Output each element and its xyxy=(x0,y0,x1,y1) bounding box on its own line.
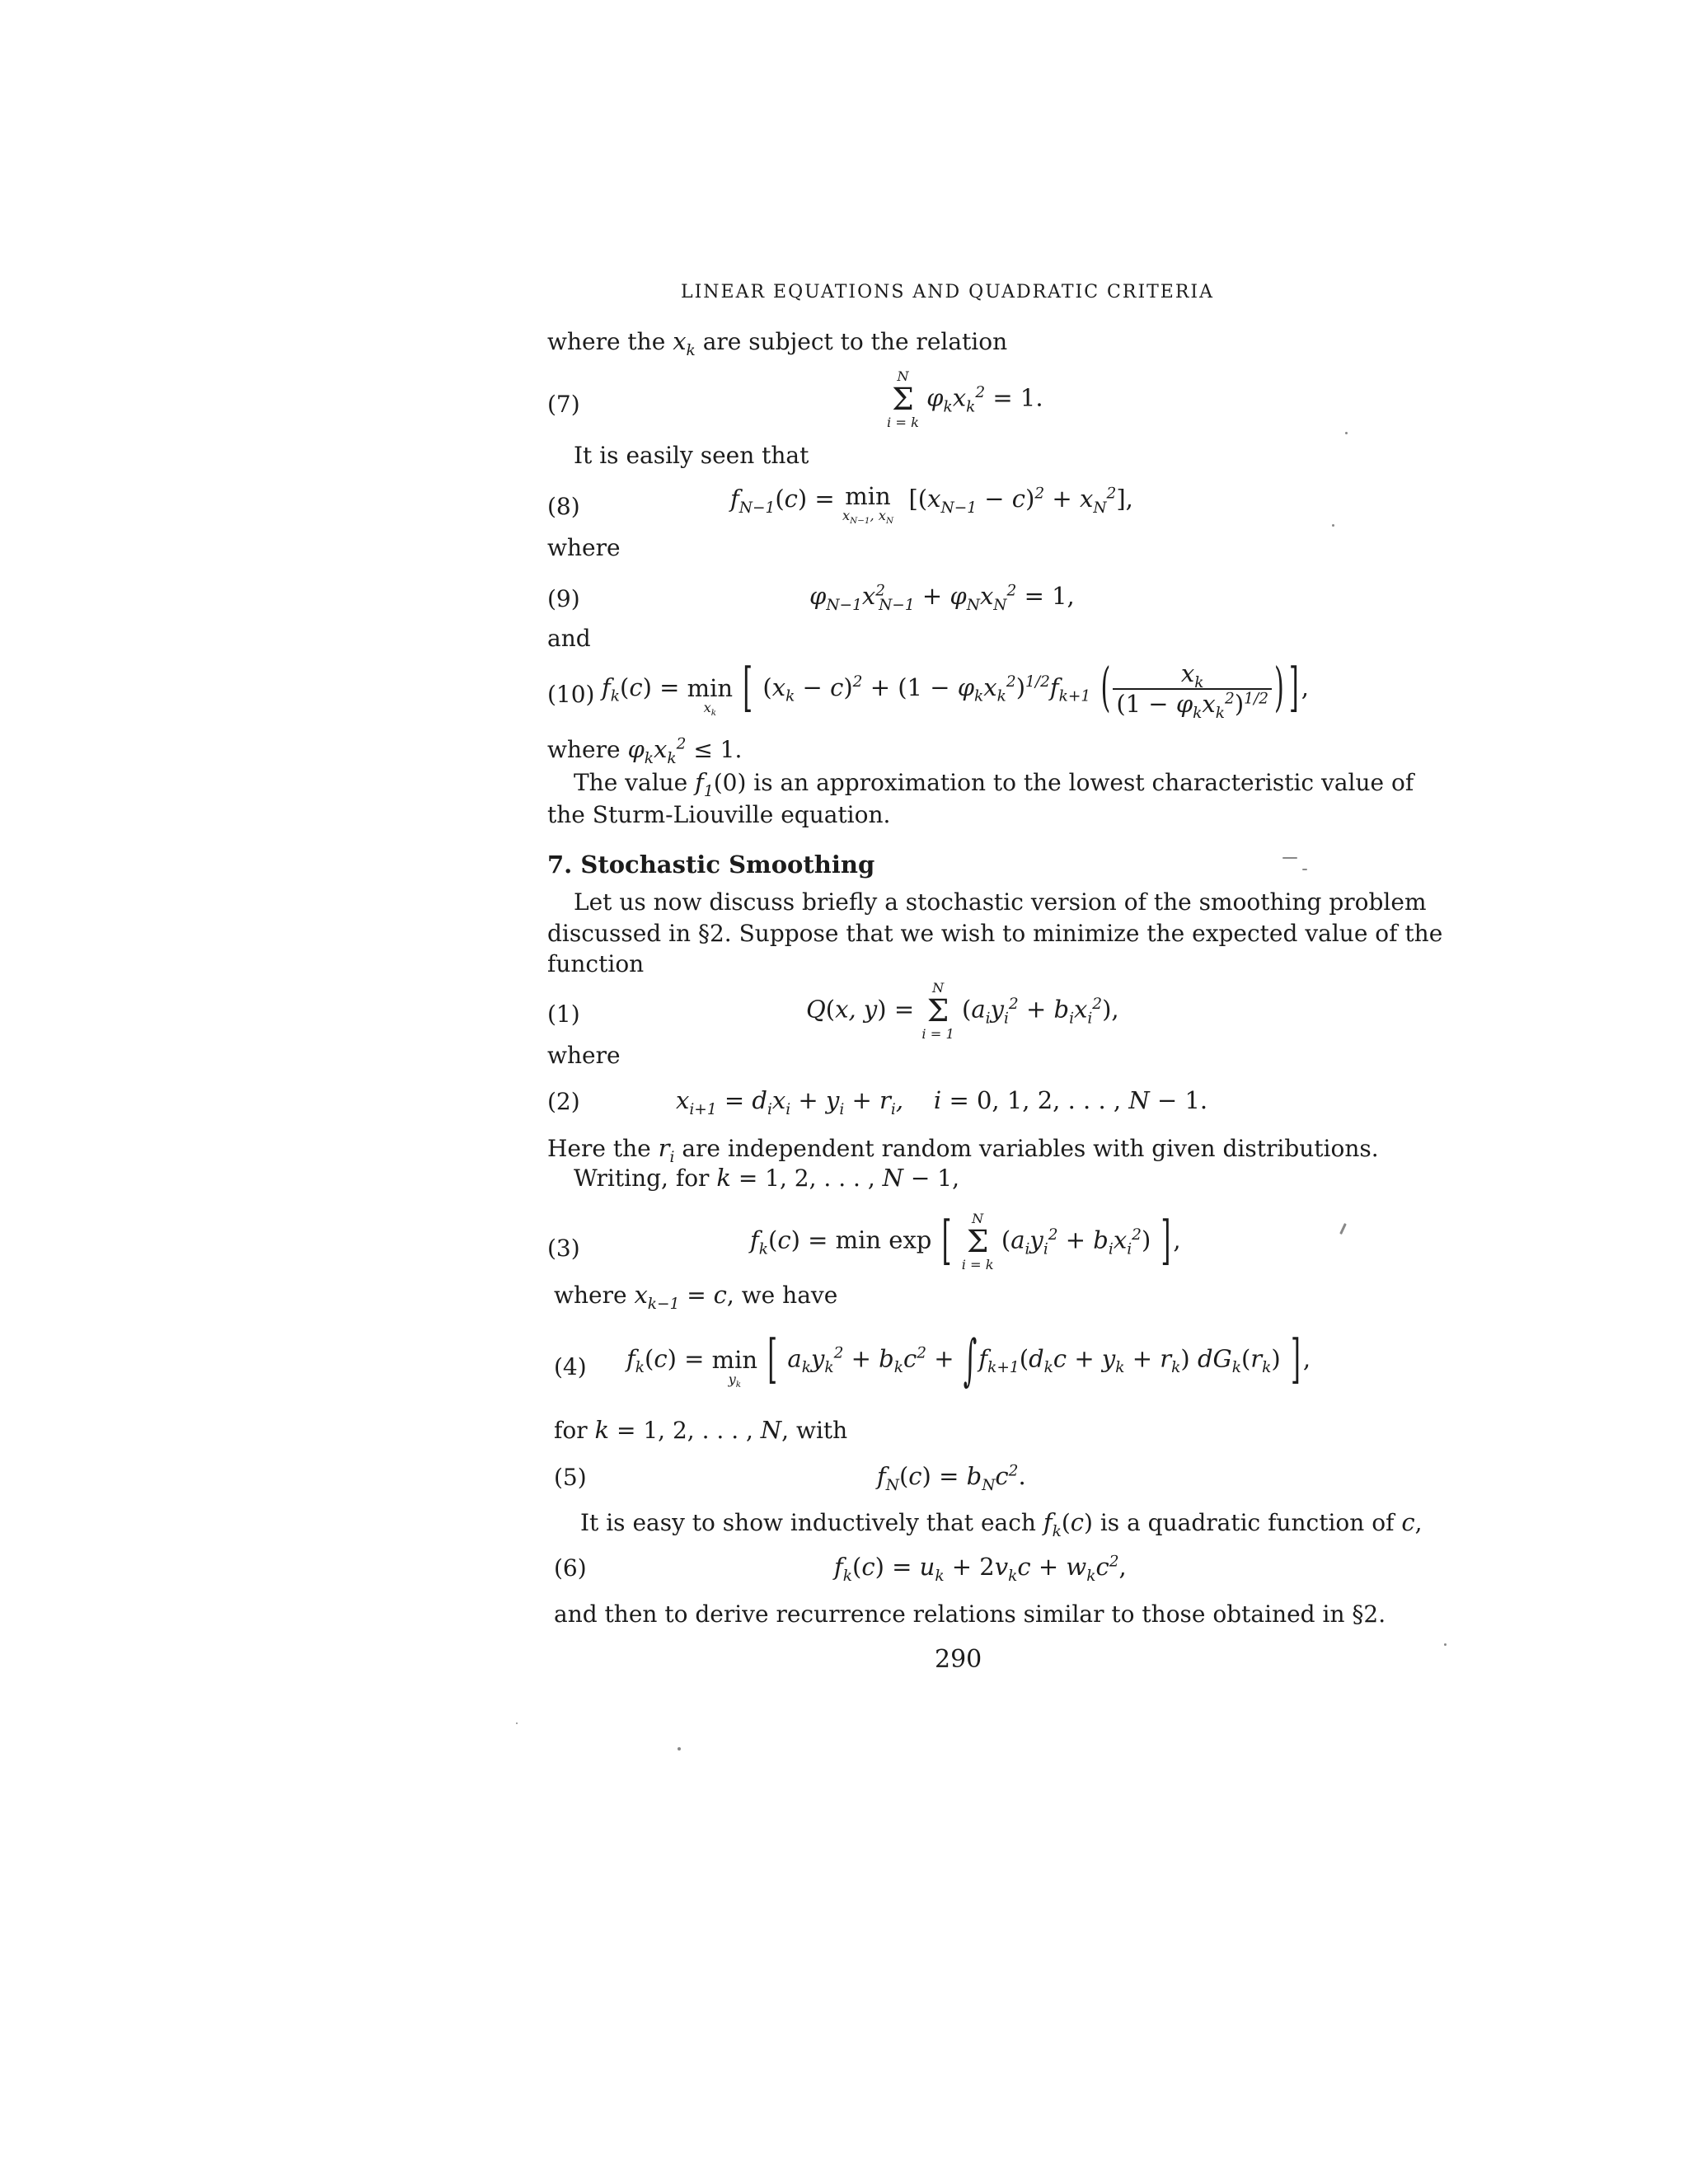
paragraph-line: Here the $r_i$ are independent random variables with given distributions. xyxy=(547,1134,1379,1166)
paragraph-line: function xyxy=(547,950,645,977)
equation-number: (9) xyxy=(547,585,580,612)
equation-number: (1) xyxy=(547,1001,580,1028)
paragraph-line: where $x_{k-1} = c$, we have xyxy=(554,1281,838,1313)
text: is an approximation to the lowest characteristic value of xyxy=(753,769,1414,796)
text: where xyxy=(554,1282,627,1309)
paragraph-line: The value $f_1(0)$ is an approximation to the lowest characteristic value of xyxy=(574,768,1414,800)
scan-speck xyxy=(516,1722,518,1724)
equation-7: N Σ i = k $\varphi_kx_k^2 = 1$. xyxy=(887,368,1043,430)
running-header: LINEAR EQUATIONS AND QUADRATIC CRITERIA xyxy=(681,282,1215,302)
equation-s3: $f_k(c) = \min \exp$ [ N Σ i = k $(a_iy_i^2 + b_ix_i^2)$ ] , xyxy=(750,1211,1181,1272)
paragraph-line: where xyxy=(547,534,621,561)
equation-10: $f_k(c)$ = min $x_k$ [ $(x_k - c)^2 + (1 - \varphi_kx_k^2)^{1/2}f_{k+1}$ ( $\frac{x_k}{(1 - \varphi_kx_k^2)^{1/2}}$ ) ] , xyxy=(602,658,1309,722)
paragraph-line: It is easily seen that xyxy=(574,442,809,469)
text: are subject to the relation xyxy=(702,328,1008,355)
text: we have xyxy=(741,1282,838,1309)
paragraph-line: and then to derive recurrence relations similar to those obtained in §2. xyxy=(554,1601,1386,1628)
paragraph-line: and xyxy=(547,625,591,652)
text: is a quadratic function of xyxy=(1100,1509,1395,1536)
text: for xyxy=(554,1417,588,1444)
equation-number: (5) xyxy=(554,1464,587,1491)
scan-speck xyxy=(1339,1223,1347,1235)
equation-number: (3) xyxy=(547,1235,580,1262)
paragraph-line: where the $x_k$ are subject to the relation xyxy=(547,327,1008,359)
equation-s1: Q(x, y) = N Σ i = 1 $(a_iy_i^2 + b_ix_i^2)$, xyxy=(806,980,1119,1042)
text: The value xyxy=(574,769,688,796)
text: where the xyxy=(547,328,666,355)
text: are independent random variables with given distributions. xyxy=(682,1135,1379,1162)
text: It is easy to show inductively that each xyxy=(580,1509,1036,1536)
paragraph-line: the Sturm-Liouville equation. xyxy=(547,801,891,828)
equation-s4: $f_k(c)$ = min $y_k$ [ $a_ky_k^2 + b_kc^2 + \int f_{k+1}(d_kc + y_k + r_k)$ $dG_k(r_k)$ ] , xyxy=(626,1327,1311,1394)
paragraph-line: Let us now discuss briefly a stochastic version of the smoothing problem xyxy=(574,888,1427,916)
equation-number: (2) xyxy=(547,1088,580,1115)
text: Writing, for xyxy=(574,1165,710,1192)
paragraph-line: where xyxy=(547,1042,621,1069)
scan-speck xyxy=(1302,869,1307,870)
equation-8: $f_{N-1}(c)$ = min $x_{N-1}$, $x_N$ $[(x_{N-1} - c)^2 + x_N^2]$, xyxy=(730,482,1133,527)
paragraph-line: discussed in §2. Suppose that we wish to minimize the expected value of the xyxy=(547,920,1443,947)
text: with xyxy=(795,1417,848,1444)
scan-speck xyxy=(678,1747,681,1750)
page-number: 290 xyxy=(935,1645,982,1674)
scan-speck xyxy=(1444,1643,1447,1646)
paragraph-line: It is easy to show inductively that each $f_k(c)$ is a quadratic function of c, xyxy=(580,1508,1423,1540)
scan-speck xyxy=(1282,857,1297,859)
equation-number: (6) xyxy=(554,1554,587,1582)
paragraph-line: where $\varphi_kx_k^2 \le 1$. xyxy=(547,735,743,767)
text: Here the xyxy=(547,1135,651,1162)
equation-number: (8) xyxy=(547,493,580,520)
equation-s5: $f_N(c) = b_Nc^2$. xyxy=(877,1462,1026,1494)
equation-number: (4) xyxy=(554,1353,587,1380)
paragraph-line: for k = 1, 2, . . . , N, with xyxy=(554,1416,848,1444)
paragraph-line: Writing, for k = 1, 2, . . . , N − 1, xyxy=(574,1164,959,1192)
scan-speck xyxy=(1332,524,1334,527)
equation-number: (7) xyxy=(547,391,580,418)
equation-9: $\varphi_{N-1}x^2_{N-1} + \varphi_Nx_N^2 = 1$, xyxy=(809,582,1075,614)
equation-s2: $x_{i+1} = d_ix_i + y_i + r_i$, i = 0, 1, 2, . . . , N − 1. xyxy=(676,1086,1208,1118)
equation-s6: $f_k(c) = u_k + 2v_kc + w_kc^2$, xyxy=(834,1553,1127,1585)
scan-speck xyxy=(1345,432,1348,434)
text: where xyxy=(547,736,621,763)
section-heading: 7. Stochastic Smoothing xyxy=(547,851,875,879)
equation-number: (10) xyxy=(547,681,595,708)
